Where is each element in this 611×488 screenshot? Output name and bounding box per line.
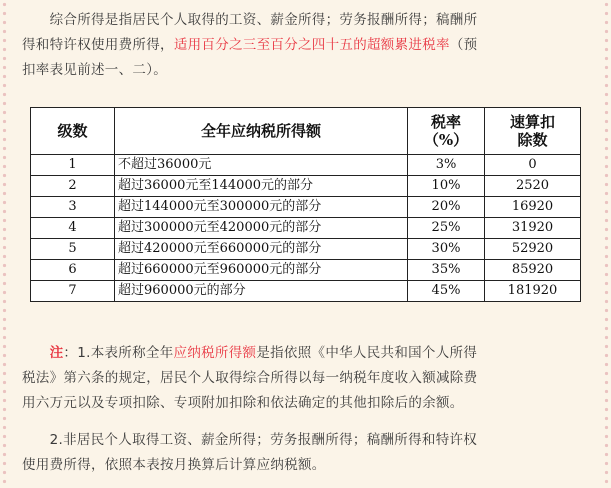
header-deduction-line2: 除数 <box>517 131 548 149</box>
cell-level: 3 <box>31 197 115 218</box>
header-rate <box>408 108 485 155</box>
header-deduction <box>485 108 581 155</box>
header-rate-line2: （%） <box>423 131 469 149</box>
note1-line-1 <box>22 341 592 366</box>
note2-line-2-text: 使用费所得，依照本表按月换算后计算应纳税额。 <box>22 457 326 473</box>
cell-rate: 3% <box>408 155 485 176</box>
intro-line-2-end: （预 <box>449 37 478 53</box>
cell-rate: 10% <box>408 176 485 197</box>
note2-line-1 <box>22 428 592 453</box>
table-row <box>31 197 581 218</box>
cell-rate: 25% <box>408 218 485 239</box>
cell-deduction: 16920 <box>485 197 581 218</box>
cell-income: 超过960000元的部分 <box>115 281 408 302</box>
tax-rate-table <box>30 107 581 302</box>
intro-line-3 <box>22 58 590 83</box>
cell-rate: 35% <box>408 260 485 281</box>
cell-level: 4 <box>31 218 115 239</box>
left-dotted-border <box>0 0 9 488</box>
note-paragraph-1 <box>22 341 592 416</box>
cell-income: 不超过36000元 <box>115 155 408 176</box>
header-deduction-line1: 速算扣 <box>509 113 555 131</box>
cell-deduction: 181920 <box>485 281 581 302</box>
note2-line-1-text: 2.非居民个人取得工资、薪金所得；劳务报酬所得；稿酬所得和特许权 <box>49 432 478 448</box>
note1-text-a: ：1.本表所称全年 <box>63 345 174 361</box>
intro-line-2-text: 得和特许权使用费所得， <box>22 37 174 53</box>
intro-line-3-text: 扣率表见前述一、二）。 <box>22 62 168 78</box>
cell-rate: 20% <box>408 197 485 218</box>
header-rate-line1: 税率 <box>430 113 461 131</box>
cell-rate: 45% <box>408 281 485 302</box>
intro-highlight-rate: 适用百分之三至百分之四十五的超额累进税率 <box>173 37 450 53</box>
table-row <box>31 155 581 176</box>
note-paragraph-2 <box>22 428 592 478</box>
table-row <box>31 260 581 281</box>
note-label: 注 <box>49 345 64 361</box>
cell-level: 1 <box>31 155 115 176</box>
note1-line-2-text: 税法》第六条的规定，居民个人取得综合所得以每一纳税年度收入额减除费 <box>22 370 478 386</box>
intro-paragraph <box>22 8 590 83</box>
cell-level: 2 <box>31 176 115 197</box>
cell-income: 超过36000元至144000元的部分 <box>115 176 408 197</box>
cell-income: 超过300000元至420000元的部分 <box>115 218 408 239</box>
cell-income: 超过660000元至960000元的部分 <box>115 260 408 281</box>
note1-line-3 <box>22 391 592 416</box>
table-row <box>31 281 581 302</box>
table-row <box>31 176 581 197</box>
note1-text-b: 是指依照《中华人民共和国个人所得 <box>256 345 478 361</box>
cell-deduction: 0 <box>485 155 581 176</box>
table-row <box>31 218 581 239</box>
cell-deduction: 31920 <box>485 218 581 239</box>
cell-income: 超过420000元至660000元的部分 <box>115 239 408 260</box>
intro-line-2 <box>22 33 590 58</box>
cell-deduction: 85920 <box>485 260 581 281</box>
note1-line-3-text: 用六万元以及专项扣除、专项附加扣除和依法确定的其他扣除后的余额。 <box>22 395 464 411</box>
note2-line-2 <box>22 453 592 478</box>
note1-line-2 <box>22 366 592 391</box>
cell-deduction: 52920 <box>485 239 581 260</box>
cell-rate: 30% <box>408 239 485 260</box>
table-header-row <box>31 108 581 155</box>
cell-level: 6 <box>31 260 115 281</box>
cell-income: 超过144000元至300000元的部分 <box>115 197 408 218</box>
header-level: 级数 <box>31 108 115 155</box>
cell-level: 7 <box>31 281 115 302</box>
right-dotted-border <box>602 0 611 488</box>
cell-level: 5 <box>31 239 115 260</box>
header-income: 全年应纳税所得额 <box>115 108 408 155</box>
intro-line-1-text: 综合所得是指居民个人取得的工资、薪金所得；劳务报酬所得；稿酬所 <box>49 12 478 28</box>
intro-line-1 <box>22 8 590 33</box>
note1-highlight-term: 应纳税所得额 <box>173 345 257 361</box>
table-row <box>31 239 581 260</box>
cell-deduction: 2520 <box>485 176 581 197</box>
